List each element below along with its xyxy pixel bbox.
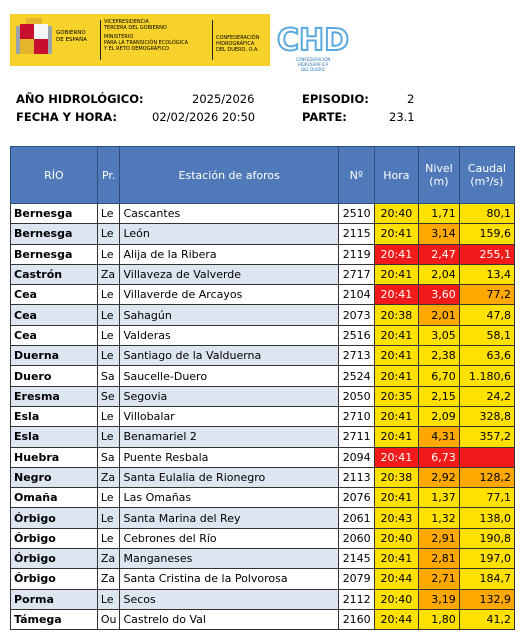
cell-hora: 20:41 [374, 406, 418, 426]
cell-rio: Cea [11, 325, 98, 345]
table-row [11, 346, 515, 366]
cell-rio: Támega [11, 609, 98, 629]
cell-estacion: Villobalar [120, 406, 338, 426]
cell-provincia: Le [97, 427, 120, 447]
cell-rio: Esla [11, 427, 98, 447]
cell-caudal: 47,8 [459, 305, 514, 325]
cell-caudal: 58,1 [459, 325, 514, 345]
cell-provincia: Sa [97, 366, 120, 386]
cell-numero: 2119 [338, 244, 374, 264]
chd-subtitle: CONFEDERACIÓN HIDROGRÁFICA DEL DUERO [295, 57, 331, 72]
cell-estacion: Cascantes [120, 204, 338, 224]
cell-rio: Duero [11, 366, 98, 386]
cell-numero: 2510 [338, 204, 374, 224]
cell-hora: 20:40 [374, 204, 418, 224]
cell-provincia: Se [97, 386, 120, 406]
cell-provincia: Le [97, 488, 120, 508]
cell-provincia: Le [97, 508, 120, 528]
cell-rio: Eresma [11, 386, 98, 406]
cell-caudal: 128,2 [459, 467, 514, 487]
cell-estacion: Santa Eulalia de Rionegro [120, 467, 338, 487]
cell-numero: 2160 [338, 609, 374, 629]
cell-caudal: 80,1 [459, 204, 514, 224]
cell-estacion: Valderas [120, 325, 338, 345]
cell-hora: 20:35 [374, 386, 418, 406]
cell-rio: Negro [11, 467, 98, 487]
cell-caudal: 13,4 [459, 264, 514, 284]
header-num: Nº [338, 147, 374, 204]
cell-numero: 2113 [338, 467, 374, 487]
table-row [11, 305, 515, 325]
table-row [11, 224, 515, 244]
cell-hora: 20:41 [374, 244, 418, 264]
table-row [11, 589, 515, 609]
cell-caudal: 159,6 [459, 224, 514, 244]
cell-hora: 20:38 [374, 467, 418, 487]
table-row [11, 467, 515, 487]
cell-provincia: Le [97, 589, 120, 609]
report-header [0, 0, 532, 80]
cell-rio: Órbigo [11, 528, 98, 548]
table-row [11, 488, 515, 508]
cell-rio: Omaña [11, 488, 98, 508]
cell-rio: Huebra [11, 447, 98, 467]
cell-nivel: 2,91 [419, 528, 460, 548]
cell-hora: 20:41 [374, 488, 418, 508]
cell-caudal: 138,0 [459, 508, 514, 528]
cell-caudal: 77,1 [459, 488, 514, 508]
cell-nivel: 6,70 [419, 366, 460, 386]
cell-caudal: 132,9 [459, 589, 514, 609]
cell-numero: 2073 [338, 305, 374, 325]
cell-nivel: 1,71 [419, 204, 460, 224]
table-row [11, 325, 515, 345]
cell-estacion: Puente Resbala [120, 447, 338, 467]
cell-rio: Bernesga [11, 244, 98, 264]
cell-numero: 2711 [338, 427, 374, 447]
cell-rio: Bernesga [11, 204, 98, 224]
anio-label: AÑO HIDROLÓGICO: [16, 92, 144, 106]
cell-nivel: 2,15 [419, 386, 460, 406]
cell-estacion: Secos [120, 589, 338, 609]
cell-estacion: Cebrones del Río [120, 528, 338, 548]
cell-hora: 20:41 [374, 264, 418, 284]
cell-numero: 2717 [338, 264, 374, 284]
cell-caudal: 1.180,6 [459, 366, 514, 386]
cell-caudal: 197,0 [459, 549, 514, 569]
cell-estacion: Manganeses [120, 549, 338, 569]
table-row [11, 447, 515, 467]
header-nivel: Nivel (m) [419, 147, 460, 204]
cell-hora: 20:44 [374, 609, 418, 629]
cell-caudal: 77,2 [459, 285, 514, 305]
cell-rio: Bernesga [11, 224, 98, 244]
header-caudal: Caudal (m³/s) [459, 147, 514, 204]
cell-caudal: 184,7 [459, 569, 514, 589]
cell-numero: 2115 [338, 224, 374, 244]
fecha-label: FECHA Y HORA: [16, 110, 117, 124]
cell-rio: Castrón [11, 264, 98, 284]
cell-estacion: Segovia [120, 386, 338, 406]
cell-nivel: 3,60 [419, 285, 460, 305]
cell-provincia: Za [97, 467, 120, 487]
cell-numero: 2104 [338, 285, 374, 305]
cell-estacion: Santa Marina del Rey [120, 508, 338, 528]
cell-caudal: 190,8 [459, 528, 514, 548]
confederacion-text: CONFEDERACIÓN HIDROGRÁFICA DEL DUERO, O.A. [216, 35, 260, 53]
cell-estacion: Santa Cristina de la Polvorosa [120, 569, 338, 589]
cell-estacion: Alija de la Ribera [120, 244, 338, 264]
cell-numero: 2050 [338, 386, 374, 406]
cell-estacion: León [120, 224, 338, 244]
cell-nivel: 1,80 [419, 609, 460, 629]
table-header-row [11, 147, 515, 204]
cell-hora: 20:41 [374, 285, 418, 305]
cell-nivel: 3,05 [419, 325, 460, 345]
table-row [11, 569, 515, 589]
cell-provincia: Za [97, 549, 120, 569]
cell-rio: Porma [11, 589, 98, 609]
cell-provincia: Le [97, 325, 120, 345]
fecha-value: 02/02/2026 20:50 [152, 110, 256, 124]
cell-caudal [459, 447, 514, 467]
cell-nivel: 4,31 [419, 427, 460, 447]
table-row [11, 508, 515, 528]
episodio-value: 2 [407, 92, 415, 106]
cell-provincia: Le [97, 406, 120, 426]
cell-rio: Cea [11, 305, 98, 325]
cell-nivel: 2,38 [419, 346, 460, 366]
cell-provincia: Sa [97, 447, 120, 467]
header-estacion: Estación de aforos [120, 147, 338, 204]
table-row [11, 285, 515, 305]
cell-numero: 2516 [338, 325, 374, 345]
cell-hora: 20:40 [374, 589, 418, 609]
cell-rio: Duerna [11, 346, 98, 366]
cell-hora: 20:41 [374, 346, 418, 366]
cell-caudal: 357,2 [459, 427, 514, 447]
cell-caudal: 63,6 [459, 346, 514, 366]
cell-nivel: 2,81 [419, 549, 460, 569]
cell-caudal: 328,8 [459, 406, 514, 426]
cell-numero: 2079 [338, 569, 374, 589]
cell-hora: 20:41 [374, 224, 418, 244]
cell-provincia: Le [97, 305, 120, 325]
parte-label: PARTE: [302, 110, 347, 124]
cell-nivel: 2,92 [419, 467, 460, 487]
cell-nivel: 2,09 [419, 406, 460, 426]
cell-estacion: Castrelo do Val [120, 609, 338, 629]
cell-hora: 20:40 [374, 528, 418, 548]
cell-hora: 20:44 [374, 569, 418, 589]
cell-rio: Cea [11, 285, 98, 305]
cell-nivel: 1,32 [419, 508, 460, 528]
cell-nivel: 2,04 [419, 264, 460, 284]
header-rio: RÍO [11, 147, 98, 204]
header-divider [100, 20, 101, 60]
cell-provincia: Le [97, 224, 120, 244]
table-row [11, 528, 515, 548]
aforos-table [10, 146, 515, 630]
cell-hora: 20:41 [374, 325, 418, 345]
header-divider [212, 20, 213, 60]
cell-estacion: Benamariel 2 [120, 427, 338, 447]
table-row [11, 386, 515, 406]
cell-estacion: Sahagún [120, 305, 338, 325]
table-row [11, 609, 515, 629]
cell-numero: 2145 [338, 549, 374, 569]
table-row [11, 264, 515, 284]
cell-numero: 2710 [338, 406, 374, 426]
cell-caudal: 255,1 [459, 244, 514, 264]
gobierno-text: GOBIERNO DE ESPAÑA [56, 30, 88, 43]
cell-numero: 2524 [338, 366, 374, 386]
cell-estacion: Santiago de la Valduerna [120, 346, 338, 366]
cell-caudal: 24,2 [459, 386, 514, 406]
table-row [11, 549, 515, 569]
cell-nivel: 2,71 [419, 569, 460, 589]
cell-hora: 20:41 [374, 427, 418, 447]
svg-text:CHD: CHD [276, 23, 350, 58]
cell-nivel: 3,19 [419, 589, 460, 609]
cell-numero: 2060 [338, 528, 374, 548]
cell-rio: Esla [11, 406, 98, 426]
cell-provincia: Le [97, 285, 120, 305]
anio-value: 2025/2026 [192, 92, 255, 106]
cell-estacion: Saucelle-Duero [120, 366, 338, 386]
cell-numero: 2713 [338, 346, 374, 366]
cell-hora: 20:38 [374, 305, 418, 325]
cell-numero: 2112 [338, 589, 374, 609]
cell-hora: 20:41 [374, 447, 418, 467]
cell-nivel: 6,73 [419, 447, 460, 467]
table-row [11, 366, 515, 386]
header-hora: Hora [374, 147, 418, 204]
cell-hora: 20:43 [374, 508, 418, 528]
cell-rio: Órbigo [11, 508, 98, 528]
cell-estacion: Villaverde de Arcayos [120, 285, 338, 305]
cell-provincia: Ou [97, 609, 120, 629]
episodio-label: EPISODIO: [302, 92, 369, 106]
cell-rio: Órbigo [11, 569, 98, 589]
cell-provincia: Le [97, 244, 120, 264]
table-row [11, 406, 515, 426]
header-pr: Pr. [97, 147, 120, 204]
cell-nivel: 1,37 [419, 488, 460, 508]
cell-caudal: 41,2 [459, 609, 514, 629]
cell-numero: 2061 [338, 508, 374, 528]
cell-nivel: 2,47 [419, 244, 460, 264]
table-row [11, 204, 515, 224]
parte-value: 23.1 [389, 110, 415, 124]
cell-nivel: 2,01 [419, 305, 460, 325]
table-row [11, 244, 515, 264]
cell-provincia: Le [97, 204, 120, 224]
table-row [11, 427, 515, 447]
cell-numero: 2094 [338, 447, 374, 467]
cell-numero: 2076 [338, 488, 374, 508]
cell-hora: 20:41 [374, 366, 418, 386]
cell-provincia: Za [97, 569, 120, 589]
cell-provincia: Le [97, 346, 120, 366]
cell-provincia: Za [97, 264, 120, 284]
cell-estacion: Las Omañas [120, 488, 338, 508]
cell-estacion: Villaveza de Valverde [120, 264, 338, 284]
cell-nivel: 3,14 [419, 224, 460, 244]
coat-of-arms-icon [16, 18, 52, 60]
cell-hora: 20:41 [374, 549, 418, 569]
cell-rio: Órbigo [11, 549, 98, 569]
ministerio-text: VICEPRESIDENCIA TERCERA DEL GOBIERNO MINISTERIO PARA LA TRANSICIÓN ECOLÓGICA Y EL RETO DEMOGRÁFICO [104, 19, 189, 52]
cell-provincia: Le [97, 528, 120, 548]
